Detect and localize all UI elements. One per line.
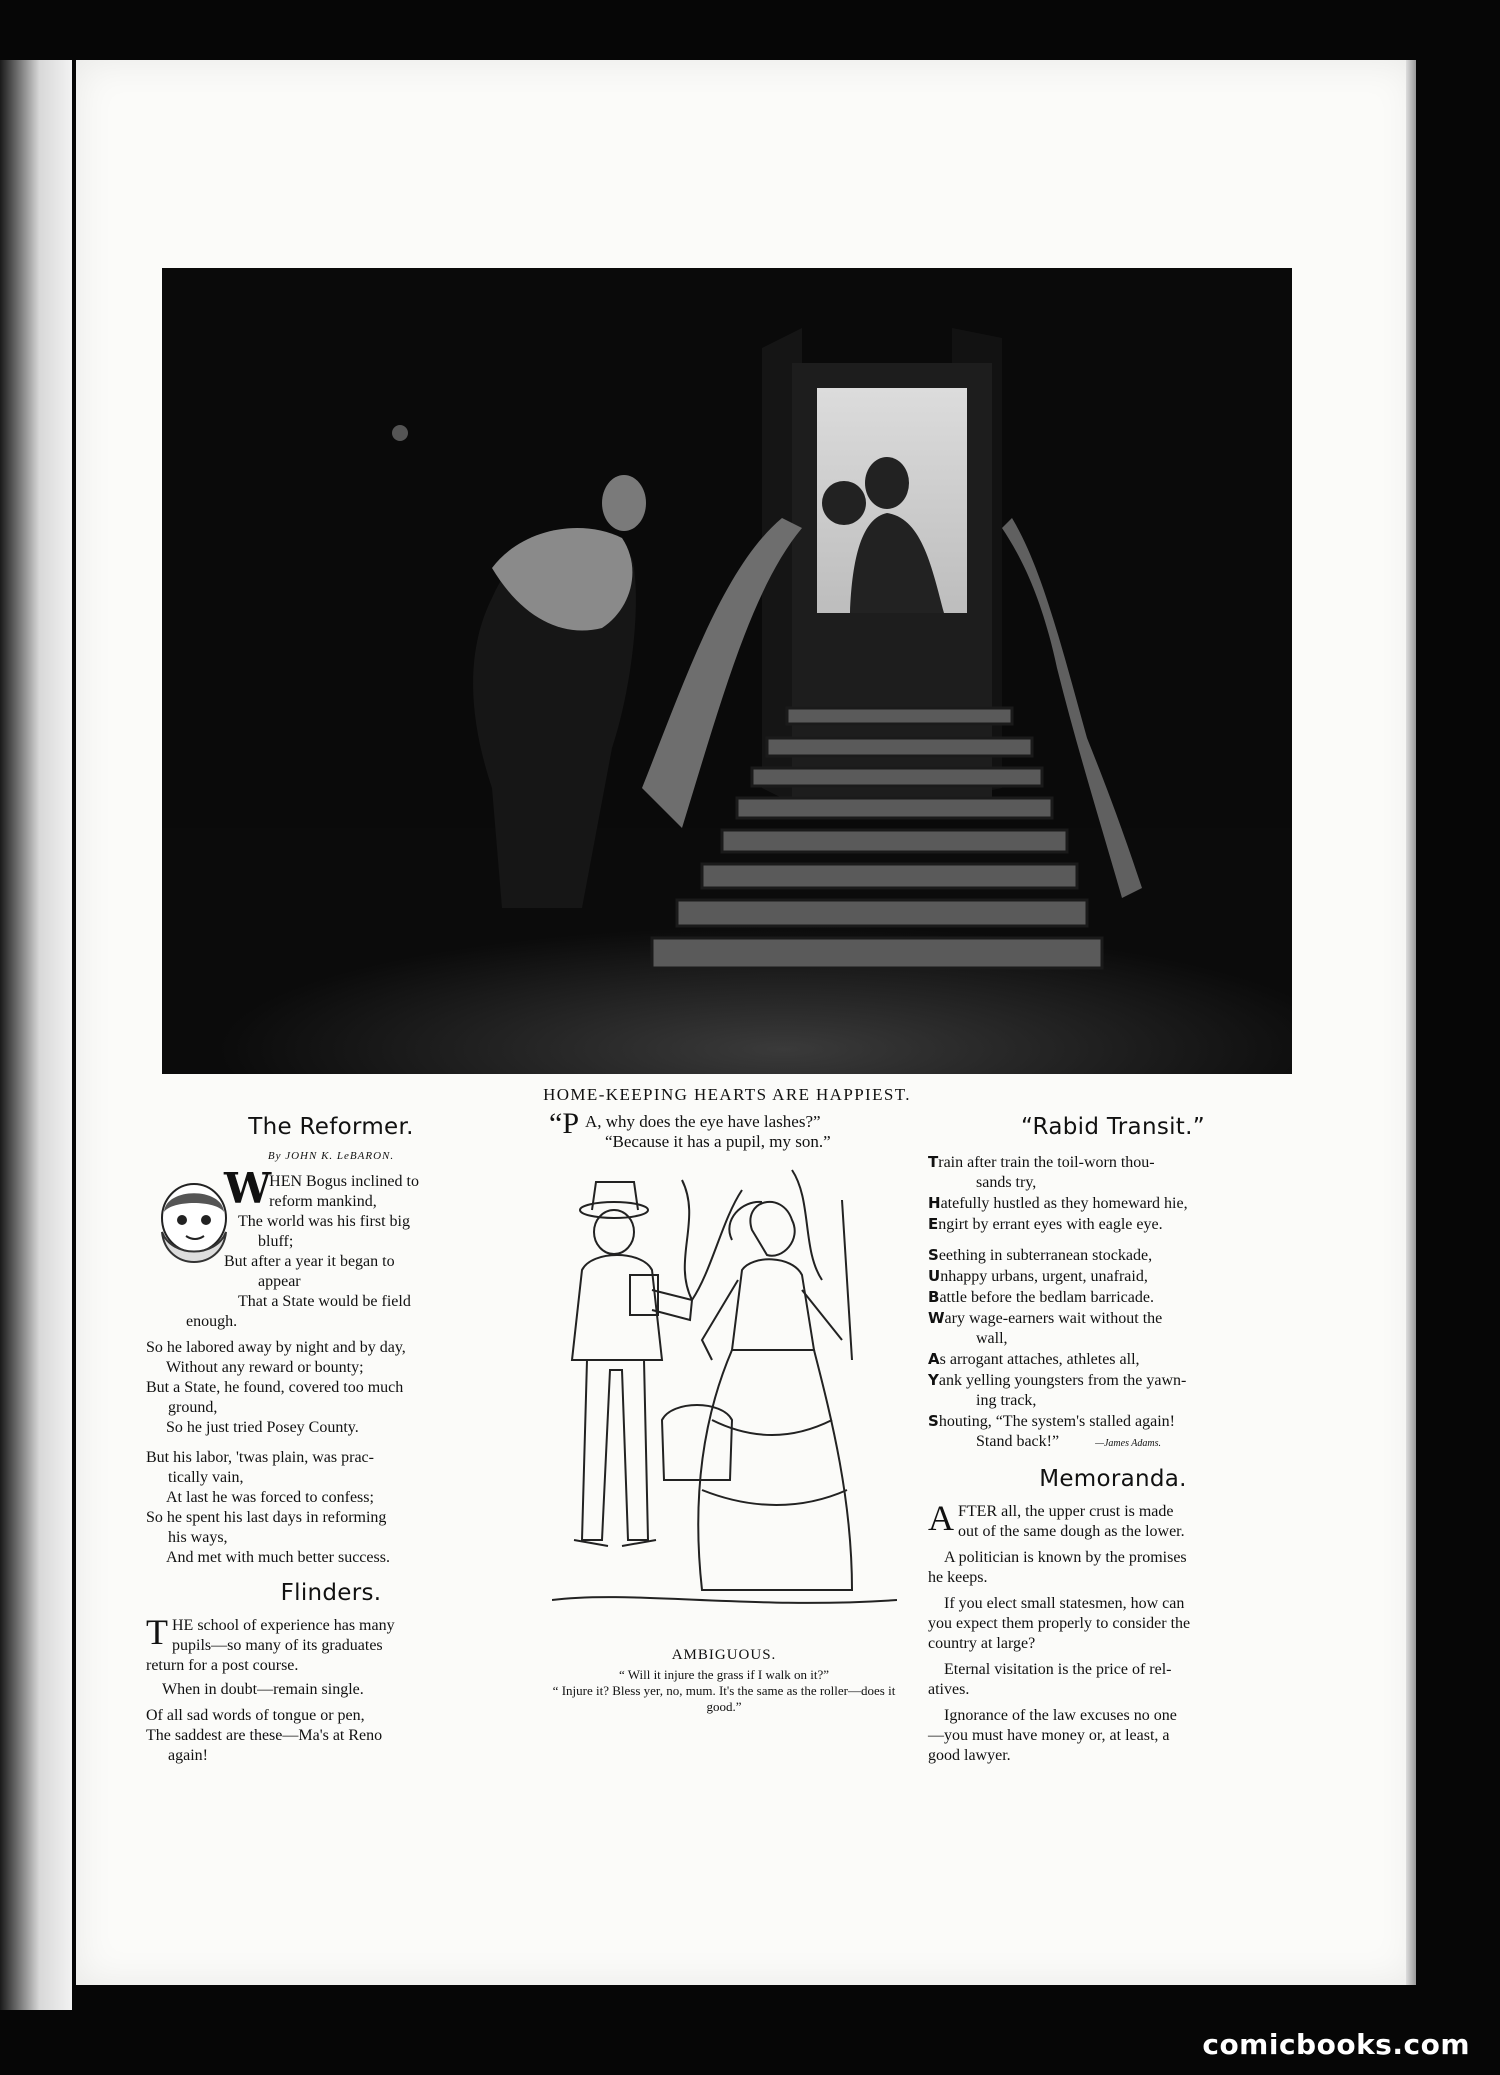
pa-joke bbox=[549, 1107, 909, 1152]
acrostic-initial: H bbox=[928, 1194, 941, 1212]
verse-text: eething in subterranean stockade, bbox=[938, 1247, 1153, 1264]
rabid-signature: —James Adams. bbox=[1095, 1438, 1162, 1449]
verse-line: appear bbox=[258, 1273, 301, 1290]
verse-line: So he labored away by night and by day, bbox=[146, 1339, 406, 1356]
verse-line: At last he was forced to confess; bbox=[166, 1489, 374, 1506]
rabid-stanza-1 bbox=[928, 1152, 1298, 1235]
middle-column bbox=[539, 1107, 909, 1717]
pa-joke-line: A, why does the eye have lashes?” bbox=[585, 1112, 821, 1131]
verse-text: houting, “The system's stalled again! bbox=[938, 1413, 1175, 1430]
acrostic-initial: U bbox=[928, 1267, 941, 1285]
verse-line bbox=[928, 1329, 1298, 1349]
verse-line: But his labor, 'twas plain, was prac- bbox=[146, 1449, 374, 1466]
prose-line: again! bbox=[168, 1747, 208, 1764]
reformer-stanza-1 bbox=[146, 1164, 516, 1332]
prose-line: good lawyer. bbox=[928, 1747, 1011, 1764]
right-column bbox=[928, 1112, 1298, 1772]
verse-line bbox=[928, 1173, 1298, 1193]
reformer-stanza-2 bbox=[146, 1338, 516, 1438]
verse-line: HEN Bogus inclined to bbox=[269, 1173, 419, 1190]
verse-line: reform mankind, bbox=[269, 1193, 377, 1210]
verse-text: ank yelling youngsters from the yawn- bbox=[938, 1372, 1187, 1389]
prose-line: If you elect small statesmen, how can bbox=[944, 1595, 1185, 1612]
pa-joke-initial: “P bbox=[549, 1107, 579, 1140]
rabid-title: “Rabid Transit.” bbox=[1021, 1114, 1205, 1140]
verse-text: attle before the bedlam barricade. bbox=[939, 1289, 1154, 1306]
reformer-title: The Reformer. bbox=[248, 1114, 414, 1140]
prose-line: A politician is known by the promises bbox=[944, 1549, 1187, 1566]
verse-line bbox=[928, 1391, 1298, 1411]
verse-text: rain after train the toil-worn thou- bbox=[938, 1154, 1155, 1171]
magazine-page bbox=[76, 60, 1416, 1985]
verse-line: ground, bbox=[168, 1399, 218, 1416]
verse-text: ary wage-earners wait without the bbox=[944, 1310, 1163, 1327]
verse-line: his ways, bbox=[168, 1529, 228, 1546]
verse-text: sands try, bbox=[976, 1174, 1037, 1191]
verse-line bbox=[928, 1193, 1298, 1214]
cartoon-dialog bbox=[545, 1667, 903, 1715]
staircase-illustration bbox=[162, 268, 1292, 1074]
site-watermark: comicbooks.com bbox=[1202, 2028, 1470, 2061]
memoranda-drop-cap: A bbox=[928, 1498, 954, 1538]
prose-line: HE school of experience has many bbox=[172, 1617, 395, 1634]
acrostic-initial: A bbox=[928, 1350, 940, 1368]
prose-line: Eternal visitation is the price of rel- bbox=[944, 1661, 1172, 1678]
verse-line: That a State would be field bbox=[238, 1293, 411, 1310]
flinders-title: Flinders. bbox=[280, 1580, 382, 1606]
prose-line: —you must have money or, at least, a bbox=[928, 1727, 1170, 1744]
verse-line bbox=[928, 1266, 1298, 1287]
page-fold-shadow bbox=[1406, 60, 1416, 1985]
verse-line: So he spent his last days in reforming bbox=[146, 1509, 387, 1526]
prose-line: Ignorance of the law excuses no one bbox=[944, 1707, 1177, 1724]
prose-line: FTER all, the upper crust is made bbox=[958, 1503, 1174, 1520]
verse-line: enough. bbox=[186, 1313, 238, 1330]
verse-line bbox=[928, 1411, 1298, 1432]
cartoon-dialog-line: “ Will it injure the grass if I walk on it?” bbox=[618, 1667, 830, 1682]
prose-line: pupils—so many of its graduates bbox=[172, 1637, 383, 1654]
prose-line: country at large? bbox=[928, 1635, 1036, 1652]
verse-line: But after a year it began to bbox=[224, 1253, 395, 1270]
acrostic-initial: T bbox=[928, 1153, 939, 1171]
rabid-stanza-2 bbox=[928, 1245, 1298, 1454]
verse-line bbox=[928, 1214, 1298, 1235]
illustration-caption: HOME-KEEPING HEARTS ARE HAPPIEST. bbox=[543, 1085, 911, 1104]
verse-text: atefully hustled as they homeward hie, bbox=[940, 1195, 1188, 1212]
verse-line bbox=[928, 1152, 1298, 1173]
prose-line: The saddest are these—Ma's at Reno bbox=[146, 1727, 383, 1744]
scan-binding-edge bbox=[0, 60, 72, 2010]
ambiguous-cartoon bbox=[552, 1160, 897, 1635]
verse-line bbox=[928, 1308, 1298, 1329]
pa-joke-line: “Because it has a pupil, my son.” bbox=[605, 1132, 831, 1151]
flinders-body bbox=[146, 1612, 516, 1766]
verse-line: Without any reward or bounty; bbox=[166, 1359, 364, 1376]
acrostic-initial: S bbox=[928, 1412, 939, 1430]
reformer-drop-cap: W bbox=[224, 1164, 266, 1213]
prose-line: atives. bbox=[928, 1681, 970, 1698]
verse-line: So he just tried Posey County. bbox=[166, 1419, 359, 1436]
verse-line bbox=[928, 1370, 1298, 1391]
memoranda-title: Memoranda. bbox=[1039, 1466, 1187, 1492]
rabid-poem bbox=[928, 1152, 1298, 1454]
verse-line bbox=[928, 1287, 1298, 1308]
verse-line: And met with much better success. bbox=[166, 1549, 390, 1566]
verse-text: ngirt by errant eyes with eagle eye. bbox=[938, 1216, 1163, 1233]
acrostic-initial: E bbox=[928, 1215, 939, 1233]
verse-text: ing track, bbox=[976, 1392, 1037, 1409]
prose-line: return for a post course. bbox=[146, 1657, 299, 1674]
bearded-man-portrait bbox=[146, 1172, 242, 1288]
memoranda-body bbox=[928, 1498, 1298, 1766]
verse-line bbox=[928, 1349, 1298, 1370]
prose-line: Of all sad words of tongue or pen, bbox=[146, 1707, 365, 1724]
cartoon-dialog-line: “ Injure it? Bless yer, no, mum. It's the same as the roller—does it good.” bbox=[552, 1683, 896, 1714]
verse-text: wall, bbox=[976, 1330, 1008, 1347]
prose-line: out of the same dough as the lower. bbox=[958, 1523, 1185, 1540]
verse-line bbox=[928, 1432, 1298, 1454]
verse-text: s arrogant attaches, athletes all, bbox=[939, 1351, 1140, 1368]
verse-line: The world was his first big bbox=[238, 1213, 410, 1230]
prose-line: When in doubt—remain single. bbox=[162, 1681, 364, 1698]
acrostic-initial: B bbox=[928, 1288, 940, 1306]
prose-line: he keeps. bbox=[928, 1569, 988, 1586]
acrostic-initial: W bbox=[928, 1309, 945, 1327]
verse-line: But a State, he found, covered too much bbox=[146, 1379, 404, 1396]
reformer-stanza-3 bbox=[146, 1448, 516, 1568]
prose-line: you expect them properly to consider the bbox=[928, 1615, 1191, 1632]
flinders-drop-cap: T bbox=[146, 1612, 168, 1652]
verse-text: nhappy urbans, urgent, unafraid, bbox=[940, 1268, 1148, 1285]
reformer-byline: By JOHN K. LeBARON. bbox=[267, 1150, 395, 1162]
left-column bbox=[146, 1112, 516, 1766]
illustration-plate bbox=[162, 268, 1292, 1074]
verse-line bbox=[928, 1245, 1298, 1266]
acrostic-initial: S bbox=[928, 1246, 939, 1264]
verse-line: bluff; bbox=[258, 1233, 294, 1250]
verse-line: tically vain, bbox=[168, 1469, 244, 1486]
cartoon-title: AMBIGUOUS. bbox=[671, 1647, 777, 1663]
acrostic-initial: Y bbox=[928, 1371, 939, 1389]
verse-text: Stand back!” bbox=[976, 1433, 1060, 1450]
